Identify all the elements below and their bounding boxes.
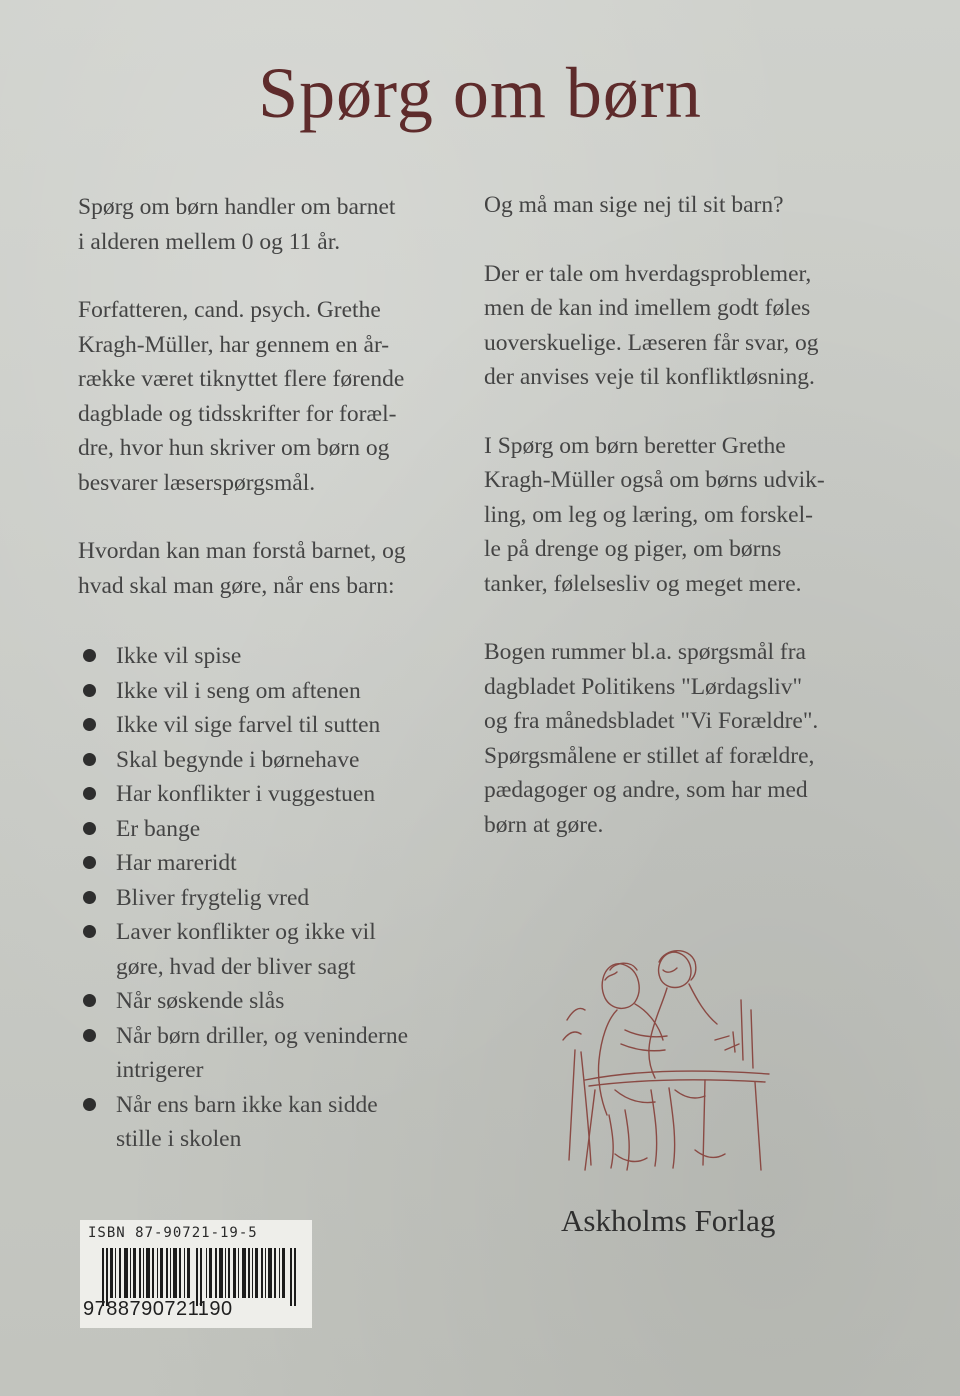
list-item-text: Ikke vil sige farvel til sutten xyxy=(116,712,381,738)
bullet-icon xyxy=(83,1029,96,1042)
list-item-text: Har mareridt xyxy=(116,850,237,876)
bullet-icon xyxy=(83,718,96,731)
bullet-icon xyxy=(83,684,96,697)
author-paragraph: Forfatteren, cand. psych. Grethe Kragh-Müller, har gennem en år- række været tiknyttet flere førende dagblade og tidsskrifter for foræl- dre, hvor hun skriver om børn og besvarer læserspørgsmål. xyxy=(78,297,405,496)
bullet-icon xyxy=(83,787,96,800)
list-item-text: Når søskende slås xyxy=(116,988,285,1014)
list-item-text: Laver konflikter og ikke vil gøre, hvad der bliver sagt xyxy=(116,919,376,980)
list-item-text: Ikke vil spise xyxy=(116,643,242,669)
list-item xyxy=(78,915,468,984)
list-item xyxy=(78,1088,468,1157)
question-paragraph: Hvordan kan man forstå barnet, og hvad skal man gøre, når ens barn: xyxy=(78,538,406,599)
bullet-icon xyxy=(83,925,96,938)
bullet-icon xyxy=(83,994,96,1007)
barcode-label xyxy=(80,1220,312,1328)
list-item-text: Skal begynde i børnehave xyxy=(116,746,360,773)
list-item xyxy=(78,984,468,1019)
list-item-text: Ikke vil i seng om aftenen xyxy=(116,677,361,704)
book-title: Spørg om børn xyxy=(258,53,702,133)
barcode-number: 9788790721190 xyxy=(83,1298,233,1320)
list-item xyxy=(78,812,468,847)
everyday-problems-paragraph: Der er tale om hverdagsproblemer, men de kan ind imellem godt føles uoverskuelige. Læseren får svar, og der anvises veje til konfliktløsning. xyxy=(484,260,819,390)
bullet-icon xyxy=(83,891,96,904)
bullet-icon xyxy=(83,753,96,766)
list-item xyxy=(78,639,468,674)
list-item xyxy=(78,777,468,812)
list-item xyxy=(78,881,468,916)
list-item xyxy=(78,708,468,743)
list-item-text: Bliver frygtelig vred xyxy=(116,884,310,911)
list-item xyxy=(78,743,468,778)
bullet-icon xyxy=(83,649,96,662)
list-item xyxy=(78,1019,468,1088)
list-item-text: Er bange xyxy=(116,815,201,842)
question-line: Og må man sige nej til sit barn? xyxy=(484,192,784,218)
left-text-column xyxy=(78,190,468,1157)
pen-sketch-of-children-icon xyxy=(555,940,785,1175)
intro-paragraph: Spørg om børn handler om barnet i alderen mellem 0 og 11 år. xyxy=(78,194,396,255)
list-item-text: Har konflikter i vuggestuen xyxy=(116,781,376,807)
problem-list xyxy=(78,639,468,1157)
right-text-column xyxy=(484,188,884,876)
bullet-icon xyxy=(83,822,96,835)
bullet-icon xyxy=(83,856,96,869)
list-item-text: Når ens barn ikke kan sidde stille i skolen xyxy=(116,1091,378,1152)
content-paragraph: I Spørg om børn beretter Grethe Kragh-Müller også om børns udvik- ling, om leg og læring, om forskel- le på drenge og piger, om børns tanker, følelsesliv og meget mere. xyxy=(484,432,825,597)
list-item xyxy=(78,674,468,709)
list-item-text: Når børn driller, og veninderne intrigerer xyxy=(116,1022,409,1083)
list-item xyxy=(78,846,468,881)
sources-paragraph: Bogen rummer bl.a. spørgsmål fra dagbladet Politikens "Lørdagsliv" og fra månedsbladet "Vi Forældre". Spørgsmålene er stillet af forældre, pædagoger og andre, som har med børn at gøre. xyxy=(484,639,819,838)
publisher-name: Askholms Forlag xyxy=(561,1203,776,1238)
bullet-icon xyxy=(83,1098,96,1111)
isbn-number: ISBN 87-90721-19-5 xyxy=(88,1225,258,1241)
